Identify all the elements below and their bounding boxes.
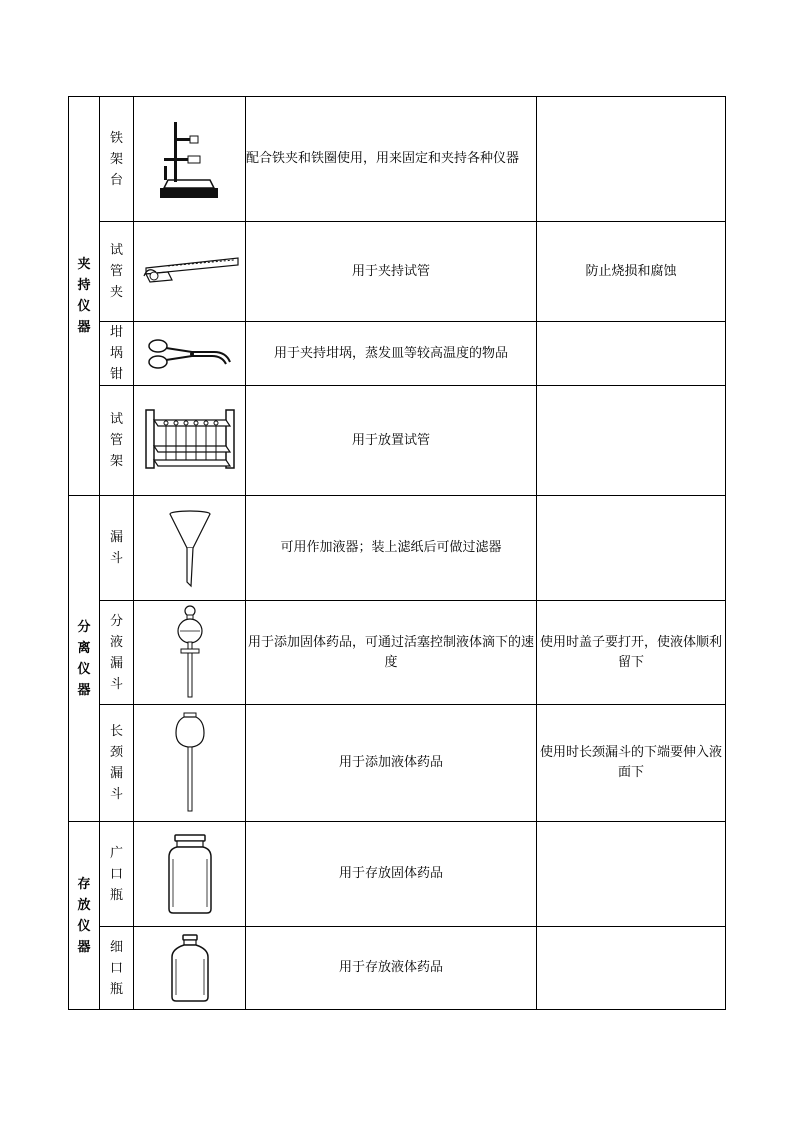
table-row (69, 601, 726, 705)
table-row (69, 97, 726, 222)
usage-cell: 用于存放固体药品 (246, 822, 537, 927)
instrument-name: 广 口 瓶 (100, 822, 134, 927)
instrument-image (134, 97, 246, 222)
note-cell (537, 496, 726, 601)
category-char: 离 (77, 640, 91, 656)
instrument-name: 试 管 夹 (100, 222, 134, 322)
long-neck-funnel-icon (170, 711, 210, 815)
note-cell (537, 822, 726, 927)
instrument-name: 分 液 漏 斗 (100, 601, 134, 705)
usage-cell: 可用作加液器；装上滤纸后可做过滤器 (246, 496, 537, 601)
instrument-image (134, 386, 246, 496)
category-char: 仪 (77, 299, 91, 314)
usage-cell: 用于添加固体药品，可通过活塞控制液体滴下的速度 (246, 601, 537, 705)
narrow-mouth-bottle-icon (168, 933, 212, 1003)
instrument-name: 铁 架 台 (100, 97, 134, 222)
usage-cell: 用于放置试管 (246, 386, 537, 496)
category-char: 存 (77, 876, 91, 892)
instrument-image (134, 705, 246, 822)
note-cell (537, 386, 726, 496)
instrument-name: 试 管 架 (100, 386, 134, 496)
category-char: 分 (77, 619, 91, 635)
instrument-name: 坩 埚 钳 (100, 322, 134, 386)
category-char: 器 (77, 320, 91, 335)
category-clamp (69, 97, 100, 496)
iron-stand-icon (150, 114, 230, 204)
note-cell: 防止烧损和腐蚀 (537, 222, 726, 322)
category-char: 器 (77, 682, 91, 698)
table-row (69, 496, 726, 601)
table-row (69, 386, 726, 496)
note-cell (537, 322, 726, 386)
category-char: 持 (77, 278, 91, 293)
table-row (69, 822, 726, 927)
category-store (69, 822, 100, 1010)
test-tube-clamp-icon (138, 252, 242, 292)
test-tube-rack-icon (140, 406, 240, 476)
separatory-funnel-icon (170, 605, 210, 701)
apparatus-table (68, 96, 726, 1010)
usage-cell: 用于夹持坩埚，蒸发皿等较高温度的物品 (246, 322, 537, 386)
instrument-image (134, 496, 246, 601)
usage-cell: 配合铁夹和铁圈使用，用来固定和夹持各种仪器 (246, 97, 537, 222)
usage-cell: 用于存放液体药品 (246, 927, 537, 1010)
instrument-image (134, 927, 246, 1010)
category-char: 夹 (77, 257, 91, 272)
instrument-name: 漏 斗 (100, 496, 134, 601)
instrument-name: 细 口 瓶 (100, 927, 134, 1010)
usage-cell: 用于夹持试管 (246, 222, 537, 322)
table-row (69, 705, 726, 822)
category-char: 仪 (77, 918, 91, 934)
category-char: 仪 (77, 661, 91, 677)
instrument-image (134, 822, 246, 927)
category-separate (69, 496, 100, 822)
instrument-image (134, 322, 246, 386)
note-cell (537, 97, 726, 222)
note-cell: 使用时盖子要打开，使液体顺利留下 (537, 601, 726, 705)
category-char: 器 (77, 939, 91, 955)
crucible-tongs-icon (142, 334, 238, 374)
funnel-icon (165, 508, 215, 588)
instrument-image (134, 222, 246, 322)
table-row (69, 927, 726, 1010)
category-char: 放 (77, 897, 91, 913)
instrument-name: 长 颈 漏 斗 (100, 705, 134, 822)
table-row (69, 322, 726, 386)
instrument-image (134, 601, 246, 705)
wide-mouth-bottle-icon (165, 833, 215, 915)
note-cell (537, 927, 726, 1010)
note-cell: 使用时长颈漏斗的下端要伸入液面下 (537, 705, 726, 822)
usage-cell: 用于添加液体药品 (246, 705, 537, 822)
table-row (69, 222, 726, 322)
